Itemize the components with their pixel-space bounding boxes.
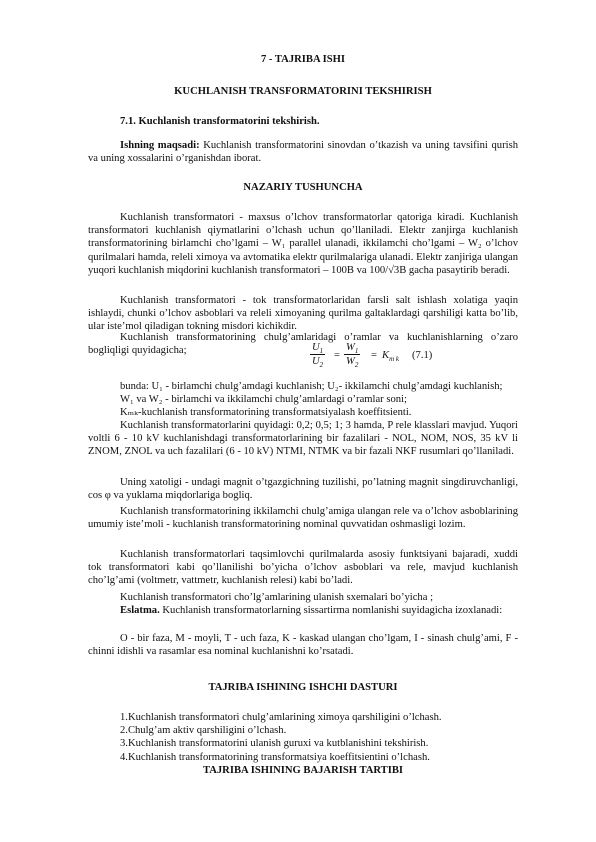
note-paragraph-2: O - bir faza, M - moyli, T - uch faza, K - kaskad ulangan cho’lgam, I - sinash chulg’ami, F - chinni idishli va rasamlar esa nominal kuchlanishni ko’rsatadi. <box>88 633 518 658</box>
program-title: TAJRIBA ISHINING ISHCHI DASTURI <box>208 682 398 693</box>
definition-2: W₁ va W₂ - birlamchi va ikkilamchi chulg’amlardagi o’ramlar soni; <box>120 394 407 405</box>
list-item: 1.Kuchlanish transformatori chulg’amlarining ximoya qarshiligini o’lchash. <box>120 712 442 723</box>
paragraph-5: Uning xatoligi - undagi magnit o’tgazgichning tuzilishi, po’latning magnit singdiruvchanligi, cos φ va yuklama miqdorlariga bogliq. <box>88 477 518 502</box>
goal-text: Kuchlanish transformatorini sinovdan o’tkazish va uning tavsifini qurish va uning xossalarini o’rganishdan iborat. <box>88 140 518 165</box>
theory-title: NAZARIY TUSHUNCHA <box>243 182 363 193</box>
list-item: 4.Kuchlanish transformatorining transformatsiya koeffitsientini o’lchash. <box>120 751 430 763</box>
main-title: KUCHLANISH TRANSFORMATORINI TEKSHIRISH <box>174 86 432 97</box>
note-paragraph <box>88 604 518 617</box>
list-item: 2.Chulg’am aktiv qarshiligini o’lchash. <box>120 725 287 737</box>
program-list <box>120 711 518 764</box>
list-item: 3.Kuchlanish transformatorini ulanish guruxi va kutblanishini tekshirish. <box>120 738 429 750</box>
goal-paragraph <box>88 139 518 165</box>
formula-u-fraction: $\frac{U_1}{U_2}$ <box>312 342 324 370</box>
formula-w-fraction: $\frac{W_1}{W_2}$ <box>346 342 359 370</box>
order-title: TAJRIBA ISHINING BAJARISH TARTIBI <box>202 765 404 776</box>
paragraph-7: Kuchlanish transformatorlari taqsimlovchi qurilmalarda asosiy funktsiyani bajaradi, xuddi tok transformatori kabi qo’llanilishi bo’yicha o’lchov asboblari va rele, mavjud kuchlanish cho’lg’ami (voltmetr, vattmetr, kuchlanish relesi) kabi bo’ladi. <box>88 549 518 587</box>
formula-k: $K_{m k}$ <box>382 350 399 364</box>
paragraph-8: Kuchlanish transformatori cho’lg’amlarining ulanish sxemalari bo’yicha ; <box>120 592 434 603</box>
paragraph-1: Kuchlanish transformatori - maxsus o’lchov transformatorlar qatoriga kiradi. Kuchlanish transformatori kuchlanish qiymatlarini o’lchash uchun qo’llaniladi. Elektr zanjirga kuchlanish transformatorining birlamchi cho’lgami – W₁ parallel ulanadi, ikkilamchi cho’lgami – W₂ o’lchov qurilmalari hamda, releli ximoya va avtomatika elektr qurilmalariga ulanadi. Elektr zanjiriga ulangan yuqori kuchlanish miqdorini kuchlanish transformatori – 100B va 100/√3B gacha pasaytirib beradi. <box>88 212 518 276</box>
formula-7-1: $\frac{U_1}{U_2}$ = $\frac{W_1}{W_2}$ = $K_{m k}$ (7.1) <box>312 342 433 370</box>
section-title: 7.1. Kuchlanish transformatorini tekshirish. <box>120 116 320 127</box>
note-label: Eslatma. <box>120 605 160 616</box>
goal-label: Ishning maqsadi: <box>120 140 200 151</box>
paragraph-3: Kuchlanish transformatorining chulg’amlaridagi o’ramlar va kuchlanishlarning o’zaro bogliqligi quyidagicha; <box>88 332 518 357</box>
lab-title: 7 - TAJRIBA ISHI <box>260 54 346 65</box>
note-text: Kuchlanish transformatorlarning sissartirma nomlanishi suyidagicha izoxlanadi: <box>159 605 503 616</box>
formula-number: (7.1) <box>412 350 433 361</box>
paragraph-4: Kuchlanish transformatorlarini quyidagi: 0,2; 0,5; 1; 3 hamda, P rele klasslari mavjud. Yuqori voltli 6 - 10 kV kuchlanishdagi transformatorlarining bir fazalilari - NOL, NOM, NOS, 35 kV li ZNOM, ZNOL va uch fazalilari (6 - 10 kV) NTMI, NTMK va bir fazali NKF rusumlari qo’llaniladi. <box>88 420 518 458</box>
definition-3: Kₘₖ-kuchlanish transformatorining transformatsiyalash koeffitsienti. <box>120 407 412 418</box>
paragraph-6: Kuchlanish transformatorining ikkilamchi chulg’amiga ulangan rele va o’lchov asboblarining umumiy iste’moli - kuchlanish transformatorining nominal quvvatidan oshmasligi lozim. <box>88 506 518 531</box>
paragraph-2: Kuchlanish transformatori - tok transformatorlaridan farsli salt ishlash xolatiga yaqin ishlaydi, chunki o’lchov asboblari va releli ximoyaning qurilma galtaklardagi qarshiligi katta bo’lib, ular iste’mol qiladigan tokning misdori kichikdir. <box>88 295 518 333</box>
definition-1: bunda: U₁ - birlamchi chulg’amdagi kuchlanish; U₂- ikkilamchi chulg’amdagi kuchlanish; <box>120 381 503 392</box>
